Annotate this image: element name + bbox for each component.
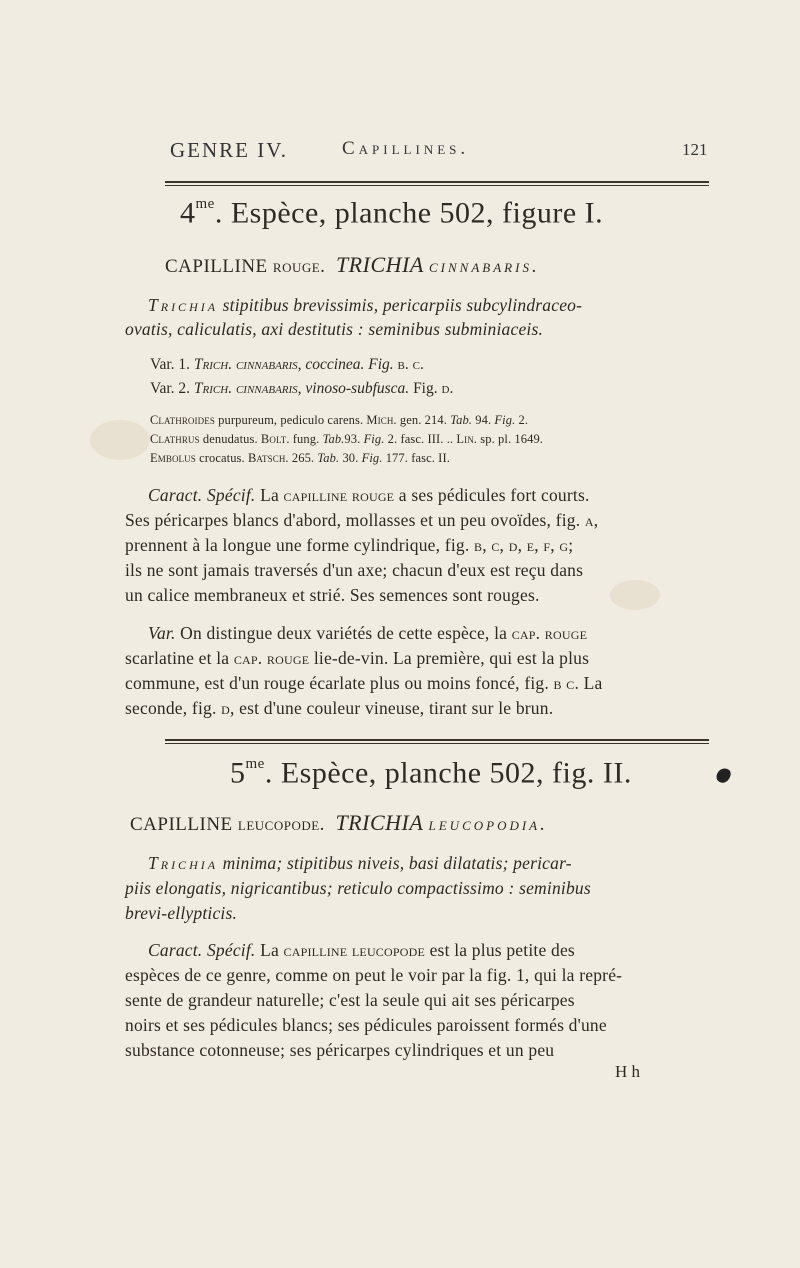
author: Lin.	[456, 432, 478, 446]
characters-line: ils ne sont jamais traversés d'un axe; chacun d'eux est reçu dans	[125, 560, 584, 580]
synonym-genus: Clathroides	[150, 413, 215, 427]
latin-genus: Trichia	[148, 295, 219, 315]
variety-2-line	[150, 380, 740, 398]
french-name: CAPILLINE	[165, 256, 268, 277]
varieties-label: Var.	[148, 623, 176, 643]
body-text: prennent à la longue une forme cylindrique, fig.	[125, 535, 474, 555]
synonym-line	[150, 451, 740, 466]
diagnosis-text: minima; stipitibus niveis, basi dilatatis; pericar-	[218, 853, 572, 873]
species-ref: cap. rouge	[233, 648, 310, 668]
variety-desc: vinoso-subfusca.	[301, 380, 410, 397]
fig-label: Fig.	[494, 413, 516, 427]
diagnosis-line	[148, 295, 738, 316]
header-rule	[165, 181, 709, 186]
synonym-genus: Clathrus	[150, 432, 200, 446]
characters-line: noirs et ses pédicules blancs; ses pédicules paroissent formés d'une	[125, 1015, 607, 1035]
species-ref: capilline rouge	[283, 485, 395, 505]
varieties-line	[125, 673, 715, 694]
body-text: La	[255, 485, 284, 505]
figure-ref: b, c, d, e, f, g;	[474, 535, 574, 555]
species-4-heading	[180, 196, 770, 230]
synonym-text: denudatus.	[199, 432, 261, 446]
species-5-heading	[230, 756, 800, 790]
synonym-text: purpureum, pediculo carens.	[214, 413, 367, 427]
varieties-line	[125, 698, 715, 719]
variety-1-line	[150, 356, 740, 374]
header-family: Capillines.	[342, 138, 470, 159]
characters-label: Caract. Spécif.	[148, 485, 256, 505]
synonym-text: 94.	[472, 413, 495, 427]
latin-genus: TRICHIA	[335, 252, 424, 277]
figure-ref: d,	[221, 698, 235, 718]
author: Batsch.	[247, 451, 289, 465]
header-genre: GENRE IV.	[170, 138, 288, 162]
body-text: On distingue deux variétés de cette espèce, la	[175, 623, 512, 643]
synonym-genus: Embolus	[150, 451, 196, 465]
species-4-name	[165, 252, 755, 278]
figure-ref: a,	[584, 510, 599, 530]
characters-line	[148, 940, 738, 961]
characters-line: espèces de ce genre, comme on peut le voir par la fig. 1, qui la repré-	[125, 965, 623, 985]
synonym-line	[150, 432, 740, 447]
synonym-text: 265.	[288, 451, 318, 465]
synonym-text: 2.	[515, 413, 529, 427]
body-text: La	[255, 940, 284, 960]
tab-label: Tab.	[322, 432, 345, 446]
heading-number: 4	[180, 196, 196, 230]
body-text: est la plus petite des	[425, 940, 575, 960]
synonym-text: gen. 214.	[396, 413, 451, 427]
variety-label: Var. 1.	[150, 356, 194, 373]
body-text: Ses péricarpes blancs d'abord, mollasses et un peu ovoïdes, fig.	[125, 510, 585, 530]
characters-line: sente de grandeur naturelle; c'est la seule qui ait ses péricarpes	[125, 990, 575, 1010]
latin-genus: Trichia	[148, 853, 219, 873]
synonym-line	[150, 413, 740, 428]
varieties-line	[125, 648, 715, 669]
figure-ref: d.	[441, 380, 454, 397]
varieties-line	[148, 623, 738, 644]
diagnosis-line: piis elongatis, nigricantibus; reticulo compactissimo : seminibus	[125, 878, 591, 898]
heading-superscript: me	[245, 756, 265, 772]
synonym-text: fung.	[289, 432, 323, 446]
tab-label: Tab.	[450, 413, 473, 427]
latin-epithet: leucopodia.	[428, 814, 548, 835]
diagnosis-line: brevi-ellypticis.	[125, 903, 238, 923]
french-qualifier: rouge.	[272, 256, 326, 277]
signature-mark: H h	[615, 1062, 641, 1081]
body-text: scarlatine et la	[125, 648, 234, 668]
page-number: 121	[682, 140, 708, 159]
heading-superscript: me	[195, 196, 215, 212]
variety-desc: coccinea. Fig.	[301, 356, 398, 373]
body-text: a ses pédicules fort courts.	[394, 485, 590, 505]
heading-number: 5	[230, 756, 246, 790]
tab-label: Tab.	[317, 451, 340, 465]
running-header	[0, 138, 800, 172]
body-text: La	[579, 673, 603, 693]
characters-line: substance cotonneuse; ses péricarpes cylindriques et un peu	[125, 1040, 555, 1060]
paper-stain	[90, 420, 150, 460]
characters-line	[125, 510, 715, 531]
french-name: CAPILLINE	[130, 814, 233, 835]
latin-epithet: cinnabaris.	[429, 256, 540, 277]
variety-name: Trich. cinnabaris,	[193, 380, 302, 397]
figure-ref: b. c.	[397, 356, 424, 373]
variety-name: Trich. cinnabaris,	[193, 356, 302, 373]
diagnosis-line	[148, 853, 738, 874]
body-text: commune, est d'un rouge écarlate plus ou moins foncé, fig.	[125, 673, 554, 693]
figure-label: Fig.	[409, 380, 442, 397]
species-ref: capilline leucopode	[283, 940, 426, 960]
diagnosis-text: stipitibus brevissimis, pericarpiis subcylindraceo-	[218, 295, 583, 315]
synonym-text: sp. pl. 1649.	[477, 432, 544, 446]
author: Mich.	[366, 413, 397, 427]
heading-text: . Espèce, planche 502, figure I.	[214, 196, 604, 230]
synonym-text: 93.	[344, 432, 364, 446]
synonym-text: 2. fasc. III. ..	[384, 432, 457, 446]
body-text: est d'une couleur vineuse, tirant sur le brun.	[234, 698, 554, 718]
body-text: seconde, fig.	[125, 698, 222, 718]
french-qualifier: leucopode.	[237, 814, 325, 835]
author: Bolt.	[260, 432, 290, 446]
fig-label: Fig.	[363, 432, 385, 446]
synonym-text: 177. fasc. II.	[382, 451, 450, 465]
fig-label: Fig.	[361, 451, 383, 465]
heading-text: . Espèce, planche 502, fig. II.	[264, 756, 632, 790]
figure-ref: b c.	[553, 673, 580, 693]
characters-line	[125, 535, 715, 556]
synonym-text: 30.	[339, 451, 362, 465]
synonym-text: crocatus.	[195, 451, 248, 465]
species-ref: cap. rouge	[511, 623, 588, 643]
species-5-name	[130, 810, 720, 836]
characters-line: un calice membraneux et strié. Ses semences sont rouges.	[125, 585, 540, 605]
diagnosis-line: ovatis, caliculatis, axi destitutis : seminibus subminiaceis.	[125, 319, 544, 339]
characters-line	[148, 485, 738, 506]
section-rule	[165, 739, 709, 744]
body-text: lie-de-vin. La première, qui est la plus	[309, 648, 590, 668]
characters-label: Caract. Spécif.	[148, 940, 256, 960]
latin-genus: TRICHIA	[335, 810, 424, 835]
variety-label: Var. 2.	[150, 380, 194, 397]
